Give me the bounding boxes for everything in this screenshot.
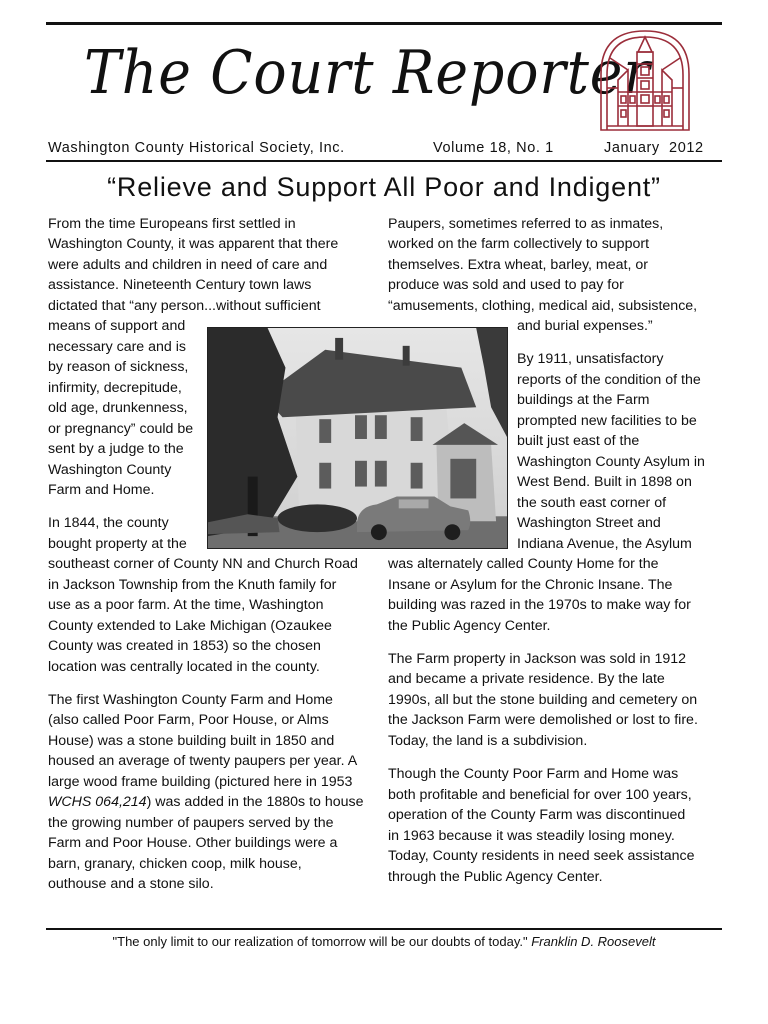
text-line: Washington County	[48, 462, 172, 478]
text-line: infirmity, decrepitude,	[48, 380, 182, 396]
text-line: 1990s, all but the stone building and cemetery on	[388, 692, 698, 708]
text-line: buildings at the Farm	[517, 392, 650, 408]
text-line: Farm and Home.	[48, 482, 155, 498]
text-line: worked on the farm collectively to support	[388, 236, 650, 252]
text-line	[48, 792, 364, 813]
text-line: Farm and Poor House. Other buildings were a	[48, 835, 338, 851]
text-line: location was centrally located in the county.	[48, 659, 320, 675]
text-line: The first Washington County Farm and Home	[48, 692, 333, 708]
text-line: House) was a stone building built in 1850 and	[48, 733, 335, 749]
text-line: produce was sold and used to pay for	[388, 277, 624, 293]
text-line: Washington County, it was apparent that there	[48, 236, 339, 252]
text-line: sent by a judge to the	[48, 441, 184, 457]
society-name: Washington County Historical Society, Inc.	[48, 140, 345, 156]
text-line: Washington Street and	[517, 515, 661, 531]
text-line: In 1844, the county	[48, 515, 169, 531]
text-line: By 1911, unsatisfactory	[517, 351, 664, 367]
text-line: southeast corner of County NN and Church Road	[48, 556, 358, 572]
text-line: dictated that “any person...without sufficient	[48, 298, 321, 314]
masthead-bottom-rule	[46, 160, 722, 162]
text-line: large wood frame building (pictured here in 1953	[48, 774, 353, 790]
text-line: in 1963 because it was steadily losing money.	[388, 828, 675, 844]
text-line: From the time Europeans first settled in	[48, 216, 296, 232]
quote-text: "The only limit to our realization of tomorrow will be our doubts of today."	[112, 934, 532, 949]
text-line: the growing number of paupers served by the	[48, 815, 334, 831]
text-line: themselves. Extra wheat, barley, meat, or	[388, 257, 648, 273]
text-line: bought property at the	[48, 536, 187, 552]
issue-date: January 2012	[604, 140, 704, 156]
text-line: the Public Agency Center.	[388, 618, 551, 634]
courthouse-stained-glass-logo	[598, 28, 692, 132]
text-line: Indiana Avenue, the Asylum	[517, 536, 692, 552]
volume-number: Volume 18, No. 1	[433, 140, 554, 156]
text-line: (also called Poor Farm, Poor House, or Alms	[48, 712, 329, 728]
article-headline: “Relieve and Support All Poor and Indigent”	[107, 172, 661, 202]
text-line: old age, drunkenness,	[48, 400, 188, 416]
footer-quote	[0, 934, 768, 949]
text-line: means of support and	[48, 318, 186, 334]
text-line: West Bend. Built in 1898 on	[517, 474, 692, 490]
text-line: “amusements, clothing, medical aid, subsistence,	[388, 298, 698, 314]
text-line: built just east of the	[517, 433, 640, 449]
text-line: the Jackson Farm were demolished or lost to fire.	[388, 712, 698, 728]
text-line: outhouse and a stone silo.	[48, 876, 214, 892]
text-line: barn, granary, chicken coop, milk house,	[48, 856, 302, 872]
text-line: reports of the condition of the	[517, 372, 701, 388]
text-line: Though the County Poor Farm and Home was	[388, 766, 679, 782]
text-line: operation of the County Farm was discontinued	[388, 807, 686, 823]
text-line: Today, the land is a subdivision.	[388, 733, 588, 749]
text-line: by reason of sickness,	[48, 359, 189, 375]
text-line: The Farm property in Jackson was sold in 1912	[388, 651, 687, 667]
text-line: were adults and children in need of care and	[48, 257, 328, 273]
masthead-top-rule	[46, 22, 722, 25]
text-line: the south east corner of	[517, 495, 667, 511]
text-line: Paupers, sometimes referred to as inmates,	[388, 216, 664, 232]
text-fragment: was added in the 1880s to house	[155, 794, 364, 810]
text-line: and burial expenses.”	[517, 318, 653, 334]
text-line: or pregnancy” could be	[48, 421, 194, 437]
text-line: County was created in 1853) so the chosen	[48, 638, 321, 654]
citation-close: )	[146, 794, 152, 810]
text-line: use as a poor farm. At the time, Washington	[48, 597, 324, 613]
text-line: necessary care and is	[48, 339, 187, 355]
text-line: building was razed in the 1970s to make way for	[388, 597, 691, 613]
text-line: and became a private residence. By the late	[388, 671, 665, 687]
text-line: Today, County residents in need seek assistance	[388, 848, 695, 864]
text-line: through the Public Agency Center.	[388, 869, 603, 885]
text-line: both profitable and beneficial for over 100 years,	[388, 787, 692, 803]
quote-author: Franklin D. Roosevelt	[531, 934, 656, 949]
newsletter-title: The Court Reporter	[84, 38, 651, 108]
text-line: prompted new facilities to be	[517, 413, 697, 429]
text-line: Insane or Asylum for the Chronic Insane. The	[388, 577, 673, 593]
text-line: in Jackson Township from the Knuth family for	[48, 577, 337, 593]
text-line: Washington County Asylum in	[517, 454, 705, 470]
footer-rule	[46, 928, 722, 930]
text-line: was alternately called County Home for the	[388, 556, 659, 572]
farm-house-photo	[207, 327, 508, 549]
text-line: housed an average of twenty paupers per year. A	[48, 753, 358, 769]
photo-citation: WCHS 064,214	[48, 794, 147, 810]
text-line: County extended to Lake Michigan (Ozaukee	[48, 618, 332, 634]
text-line: assistance. Nineteenth Century town laws	[48, 277, 312, 293]
